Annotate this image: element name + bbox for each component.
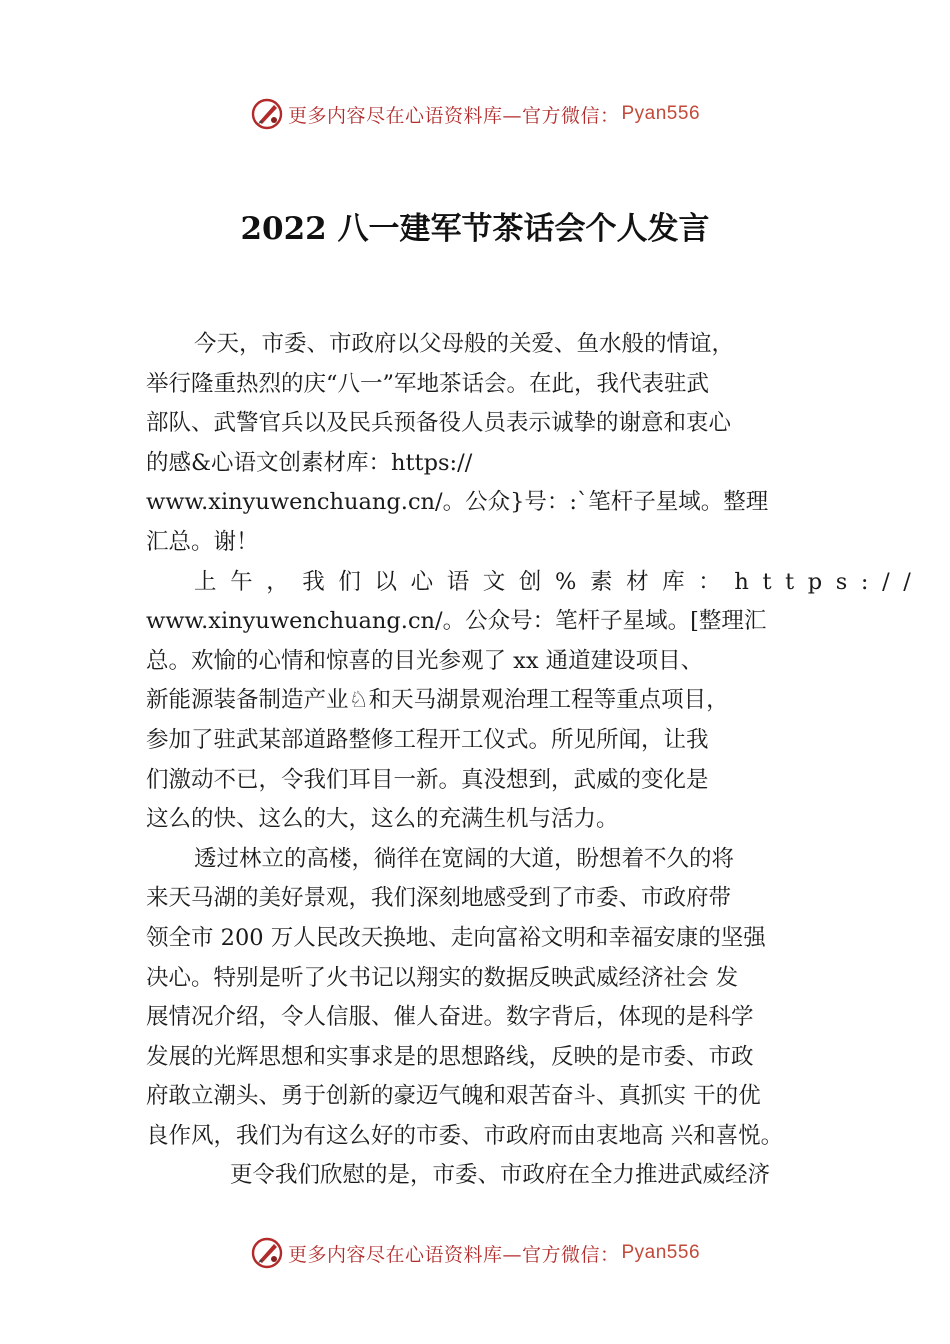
text-line: 新能源装备制造产业♘和天马湖景观治理工程等重点项目， (146, 687, 729, 714)
quill-logo-icon (250, 1236, 284, 1270)
document-body (146, 325, 925, 1196)
text-line: 来天马湖的美好景观，我们深刻地感受到了市委、市政府带 (146, 885, 732, 912)
text-line: 汇总。谢！ (146, 528, 259, 555)
text-line: www.xinyuwenchuang.cn/。公众}号：:`笔杆子星域。整理 (146, 489, 769, 516)
document-title: 2022 八一建军节茶话会个人发言 (240, 211, 710, 247)
watermark-contact: Pyan556 (621, 103, 701, 124)
footer-watermark (0, 1233, 950, 1273)
text-line: 透过林立的高楼，徜徉在宽阔的大道，盼想着不久的将 (194, 845, 735, 872)
text-line: 发展的光辉思想和实事求是的思想路线，反映的是市委、市政 (146, 1043, 754, 1070)
text-line: 今天，市委、市政府以父母般的关爱、鱼水般的情谊， (194, 331, 735, 357)
text-line: 上午，我们以心语文创%素材库：https:// (194, 568, 925, 595)
text-line: 这么的快、这么的大，这么的充满生机与活力。 (146, 806, 619, 833)
watermark-contact: Pyan556 (621, 1242, 701, 1263)
text-line: 部队、武警官兵以及民兵预备役人员表示诚挚的谢意和衷心 (146, 410, 732, 437)
text-line: 的感&心语文创素材库：https:// (146, 449, 473, 476)
text-line: 们激动不已，令我们耳目一新。真没想到，武威的变化是 (146, 766, 709, 793)
watermark-text: 更多内容尽在心语资料库—官方微信： (287, 1243, 620, 1266)
text-line: www.xinyuwenchuang.cn/。公众号：笔杆子星域。[整理汇 (146, 608, 767, 635)
watermark-text: 更多内容尽在心语资料库—官方微信： (287, 104, 620, 127)
text-line: 展情况介绍，令人信服、催人奋进。数字背后，体现的是科学 (146, 1004, 754, 1031)
text-line: 参加了驻武某部道路整修工程开工仪式。所见所闻，让我 (146, 726, 709, 753)
header-watermark (0, 94, 950, 134)
text-line: 领全市 200 万人民改天换地、走向富裕文明和幸福安康的坚强 (146, 924, 766, 951)
quill-logo-icon (250, 97, 284, 131)
text-line: 良作风，我们为有这么好的市委、市政府而由衷地高 兴和喜悦。 (146, 1122, 784, 1149)
text-line: 总。欢愉的心情和惊喜的目光参观了 xx 通道建设项目、 (146, 647, 704, 674)
text-line: 决心。特别是听了火书记以翔实的数据反映武威经济社会 发 (146, 964, 739, 991)
text-line: 府敢立潮头、勇于创新的豪迈气魄和艰苦奋斗、真抓实 干的优 (146, 1083, 761, 1110)
text-line: 举行隆重热烈的庆“八一”军地茶话会。在此，我代表驻武 (146, 370, 710, 397)
text-line: 更令我们欣慰的是，市委、市政府在全力推进武威经济 (230, 1162, 771, 1189)
